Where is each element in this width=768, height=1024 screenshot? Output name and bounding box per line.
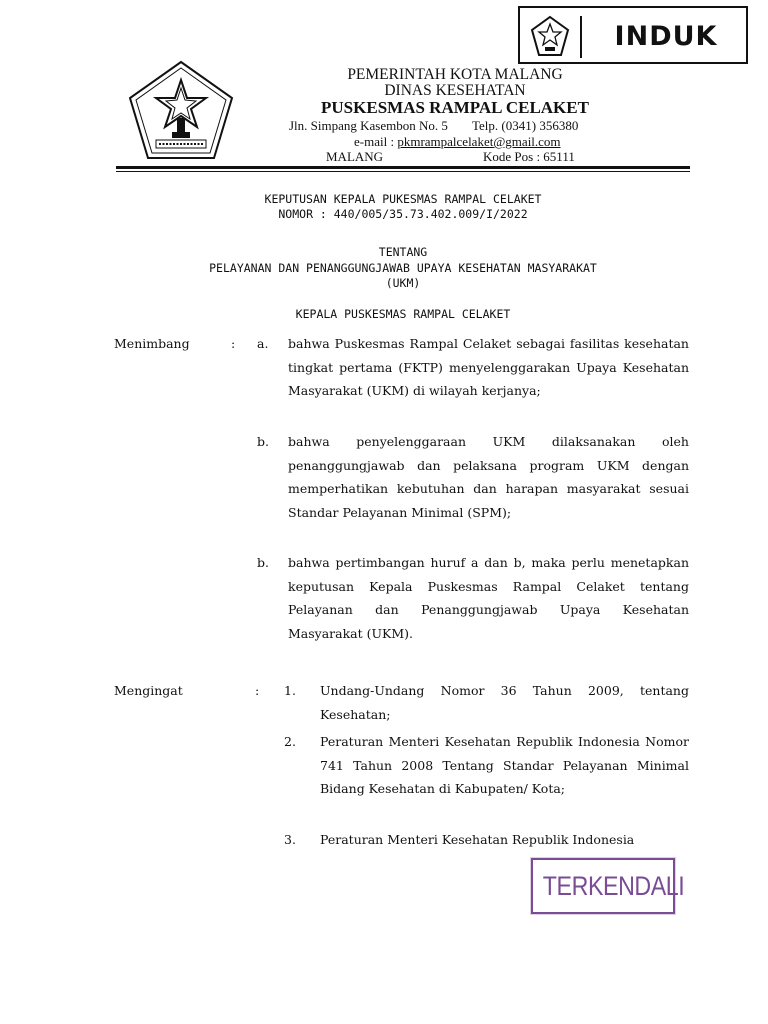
menimbang-marker-a: a. [257, 336, 269, 351]
letterhead-rule-thin [116, 171, 690, 172]
decree-subject-abbrev: (UKM) [385, 276, 421, 290]
letterhead-postcode: Kode Pos : 65111 [483, 149, 575, 164]
letterhead-department: DINAS KESEHATAN [384, 82, 526, 99]
menimbang-item-c: bahwa pertimbangan huruf a dan b, maka perlu menetapkan keputusan Kepala Puskesmas Rampal Celaket tentang Pelayanan dan Penanggungjawab Upaya Kesehatan Masyarakat (UKM). [288, 555, 689, 641]
induk-stamp [518, 6, 748, 64]
decree-issuer: KEPALA PUSKESMAS RAMPAL CELAKET [295, 307, 511, 321]
mengingat-colon: : [255, 683, 260, 698]
menimbang-item-a: bahwa Puskesmas Rampal Celaket sebagai fasilitas kesehatan tingkat pertama (FKTP) menyelenggarakan Upaya Kesehatan Masyarakat (UKM) di wilayah kerjanya; [288, 336, 689, 398]
menimbang-item-b: bahwa penyelenggaraan UKM dilaksanakan oleh penanggungjawab dan pelaksana program UKM dengan memperhatikan kebutuhan dan harapan masyarakat sesuai Standar Pelayanan Minimal (SPM); [288, 434, 689, 520]
mengingat-marker-1: 1. [284, 683, 296, 698]
decree-subject: PELAYANAN DAN PENANGGUNGJAWAB UPAYA KESEHATAN MASYARAKAT [209, 261, 597, 275]
letterhead-address: Jln. Simpang Kasembon No. 5 [289, 118, 448, 133]
mengingat-item-1: Undang-Undang Nomor 36 Tahun 2009, tentang Kesehatan; [320, 683, 689, 722]
decree-title: KEPUTUSAN KEPALA PUKESMAS RAMPAL CELAKET [264, 192, 542, 206]
email-label: e-mail : [354, 134, 398, 149]
letterhead-institution: PUSKESMAS RAMPAL CELAKET [321, 98, 589, 117]
malang-city-emblem-icon [126, 58, 236, 163]
menimbang-marker-b: b. [257, 434, 269, 449]
mengingat-label: Mengingat [114, 683, 183, 698]
decree-about: TENTANG [378, 245, 428, 259]
mengingat-item-3: Peraturan Menteri Kesehatan Republik Indonesia [320, 832, 635, 847]
letterhead-city: MALANG [326, 149, 384, 164]
menimbang-marker-c: b. [257, 555, 269, 570]
induk-label: INDUK [614, 21, 718, 52]
letterhead-rule-thick [116, 166, 690, 169]
emblem-icon [530, 15, 570, 59]
letterhead-email [354, 134, 561, 150]
email-link[interactable]: pkmrampalcelaket@gmail.com [397, 134, 561, 149]
menimbang-colon: : [231, 336, 236, 351]
letterhead-phone: Telp. (0341) 356380 [472, 118, 579, 133]
terkendali-label: TERKENDALI [542, 871, 685, 901]
mengingat-marker-3: 3. [284, 832, 296, 847]
menimbang-label: Menimbang [114, 336, 190, 351]
terkendali-stamp [531, 858, 685, 914]
stamp-divider [580, 16, 582, 58]
letterhead-government: PEMERINTAH KOTA MALANG [347, 66, 563, 83]
mengingat-marker-2: 2. [284, 734, 296, 749]
mengingat-item-2: Peraturan Menteri Kesehatan Republik Indonesia Nomor 741 Tahun 2008 Tentang Standar Pelayanan Minimal Bidang Kesehatan di Kabupaten/ Kota; [320, 734, 689, 796]
decree-number: NOMOR : 440/005/35.73.402.009/I/2022 [278, 207, 528, 221]
